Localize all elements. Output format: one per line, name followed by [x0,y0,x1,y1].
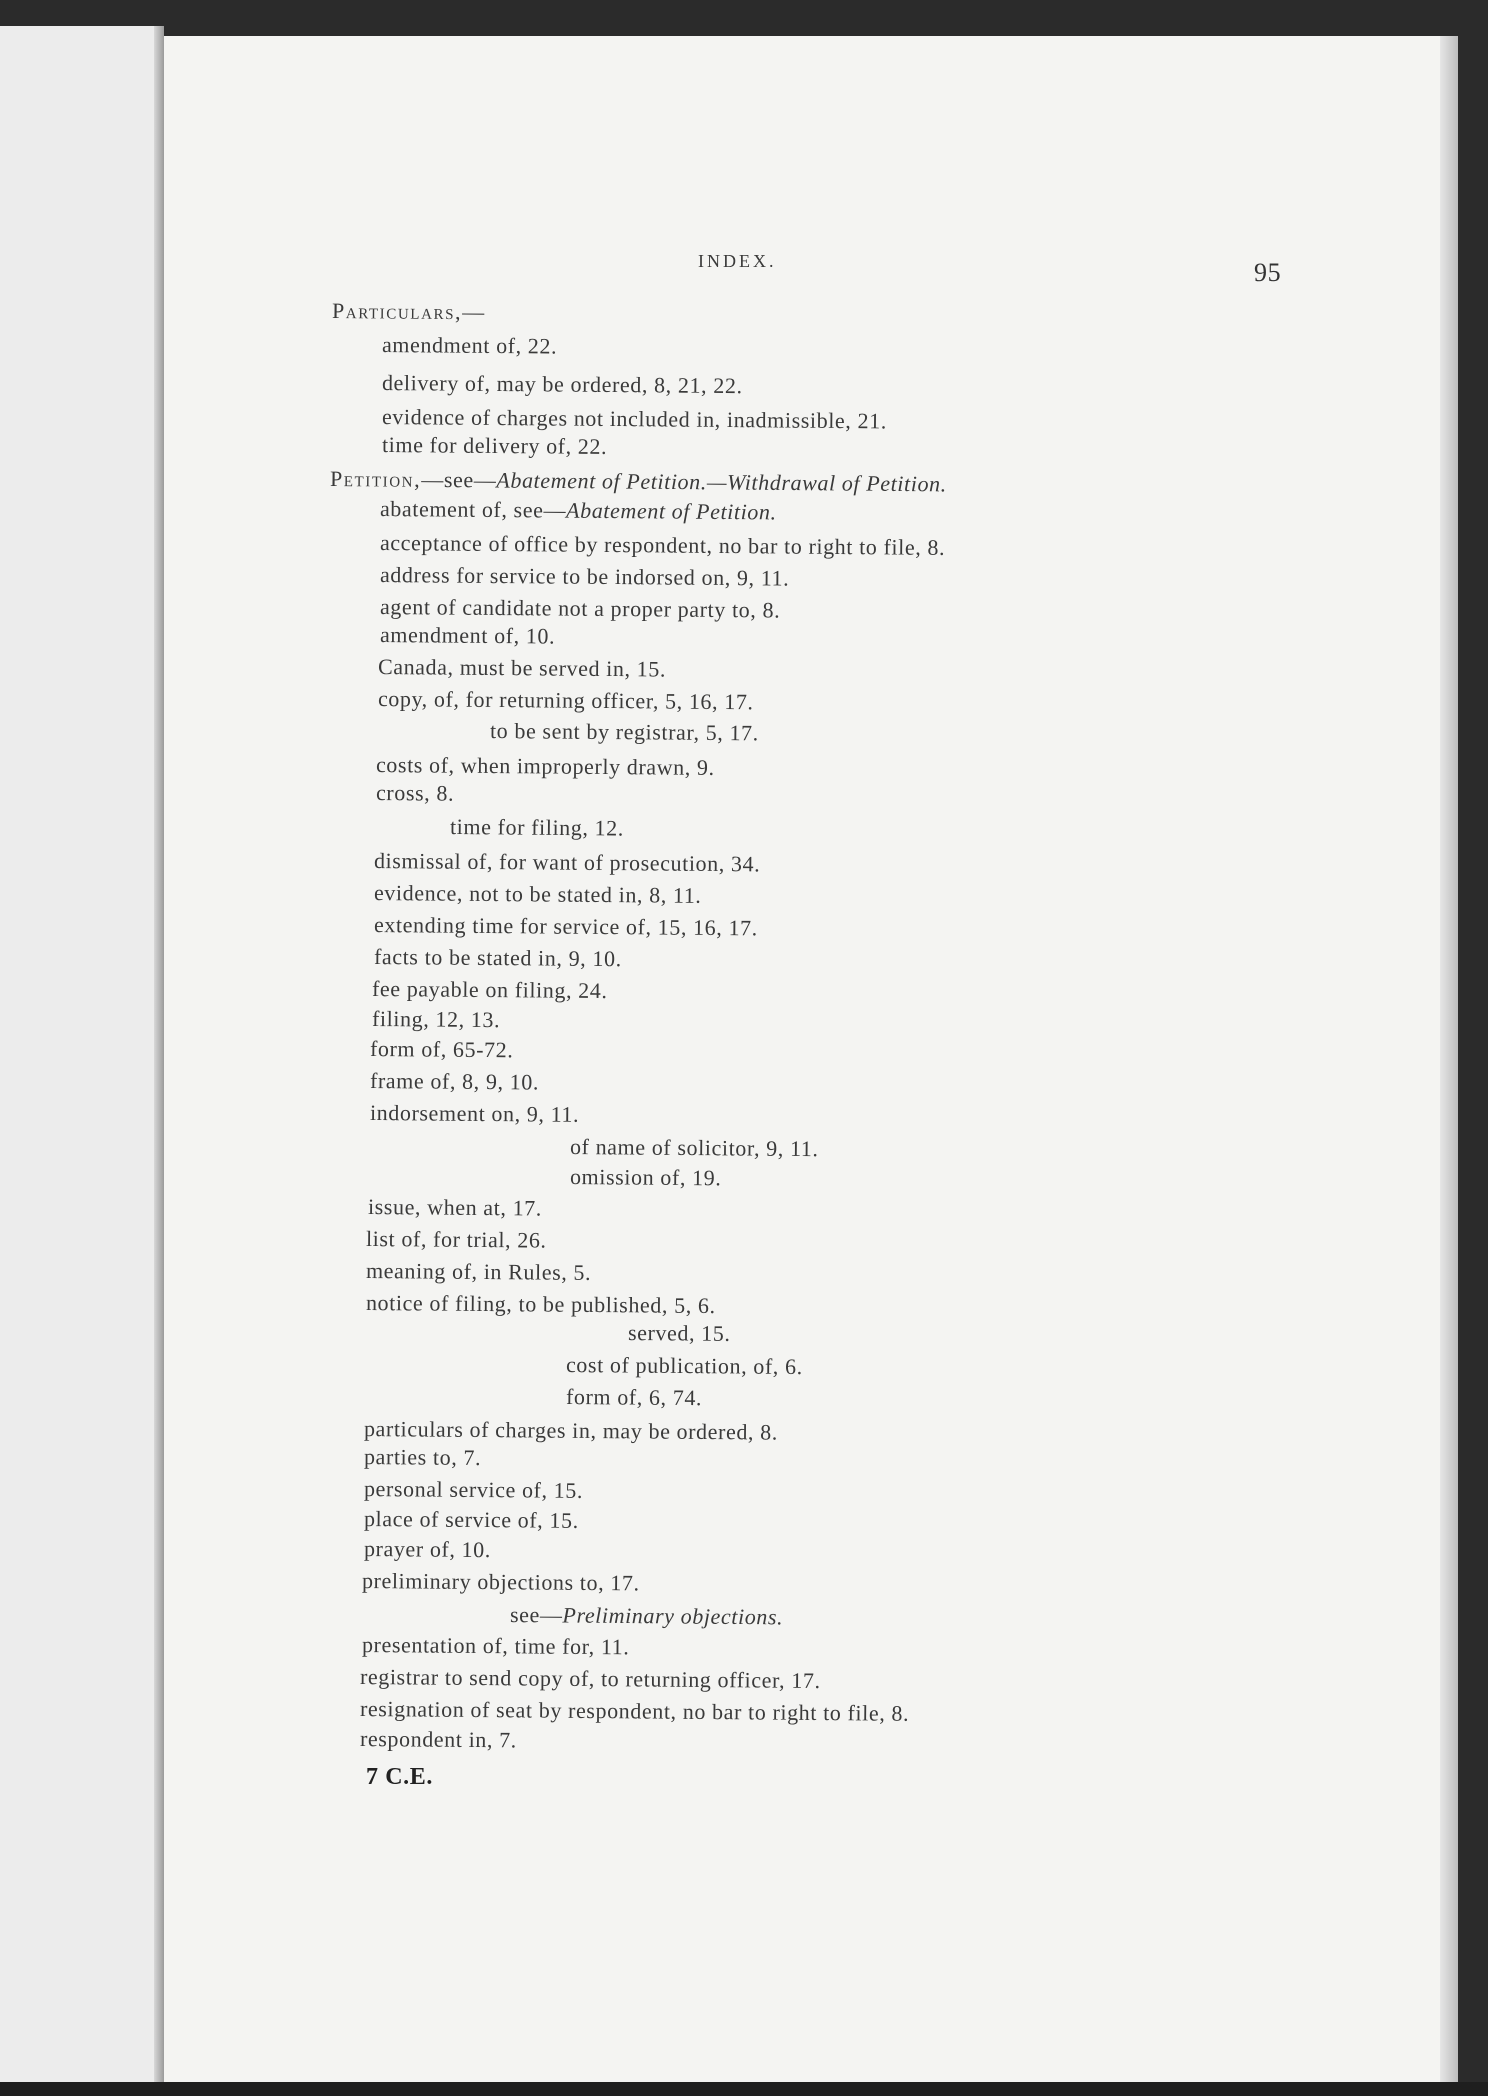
index-entry: particulars of charges in, may be ordered, 8. [363,1416,778,1445]
heading-petition-refs: Abatement of Petition.—Withdrawal of Petition. [496,467,947,497]
index-entry-text: abatement of, see— [379,496,567,523]
index-entry: presentation of, time for, 11. [361,1632,630,1660]
index-entry: time for filing, 12. [449,814,625,841]
index-entry-ref: Abatement of Petition. [566,497,777,525]
index-entry [380,496,777,525]
index-entry: of name of solicitor, 9, 11. [569,1134,819,1162]
index-entry: copy, of, for returning officer, 5, 16, 17. [377,686,754,715]
index-entry: evidence of charges not included in, inadmissible, 21. [381,404,887,434]
index-entry: fee payable on filing, 24. [371,976,608,1004]
index-entry: evidence, not to be stated in, 8, 11. [373,880,702,908]
index-entry: frame of, 8, 9, 10. [369,1068,540,1095]
index-entry: personal service of, 15. [363,1476,584,1503]
index-entry: resignation of seat by respondent, no bar to right to file, 8. [359,1696,910,1726]
index-entry: notice of filing, to be published, 5, 6. [365,1290,716,1319]
index-entry: omission of, 19. [569,1164,722,1191]
index-entry: costs of, when improperly drawn, 9. [375,752,715,780]
index-entry: time for delivery of, 22. [381,432,608,459]
index-entry: amendment of, 22. [381,332,558,359]
heading-petition-label: Petition, [329,466,422,492]
index-entry: acceptance of office by respondent, no bar to right to file, 8. [379,530,946,560]
index-entry: extending time for service of, 15, 16, 17. [373,912,758,941]
index-entry: registrar to send copy of, to returning officer, 17. [359,1664,821,1694]
index-entry: preliminary objections to, 17. [361,1568,640,1596]
heading-petition [330,466,947,497]
index-entry: cost of publication, of, 6. [565,1352,803,1380]
index-entry: parties to, 7. [363,1444,482,1471]
index-entry: agent of candidate not a proper party to, 8. [379,594,781,623]
heading-petition-see: —see— [421,466,497,493]
index-entry: Canada, must be served in, 15. [377,654,667,682]
index-entry: delivery of, may be ordered, 8, 21, 22. [381,370,743,399]
index-entry: cross, 8. [375,780,455,806]
index-entry-ref: Preliminary objections. [562,1602,784,1630]
index-entry: indorsement on, 9, 11. [369,1100,580,1127]
index-entry: facts to be stated in, 9, 10. [373,944,622,972]
index-entry: place of service of, 15. [363,1506,579,1533]
heading-particulars: Particulars,— [331,298,486,325]
index-entry: to be sent by registrar, 5, 17. [489,718,759,746]
index-entry: dismissal of, for want of prosecution, 34. [373,848,761,877]
page-number: 95 [1254,258,1282,287]
index-entry: respondent in, 7. [359,1726,517,1753]
index-entry: served, 15. [627,1320,731,1346]
index-entry: issue, when at, 17. [367,1194,543,1221]
index-entry: form of, 6, 74. [565,1384,703,1411]
index-entry: meaning of, in Rules, 5. [365,1258,592,1285]
signature-mark: 7 C.E. [366,1764,433,1790]
index-entry: amendment of, 10. [379,622,556,649]
index-entry: form of, 65-72. [369,1036,514,1063]
index-entry-text: see— [509,1602,563,1628]
index-entry: prayer of, 10. [363,1536,492,1563]
index-entry [510,1602,783,1630]
index-entry: address for service to be indorsed on, 9, 11. [379,562,790,591]
index-entry: list of, for trial, 26. [365,1226,547,1253]
running-head: INDEX. [698,251,777,271]
index-entry: filing, 12, 13. [371,1006,501,1033]
